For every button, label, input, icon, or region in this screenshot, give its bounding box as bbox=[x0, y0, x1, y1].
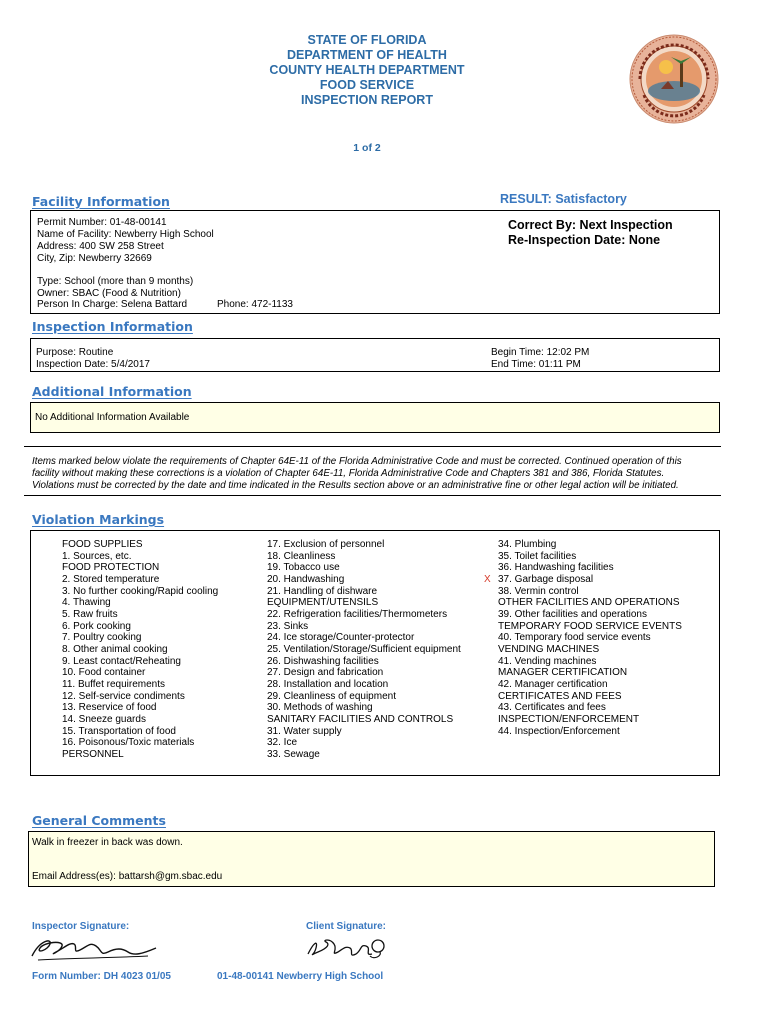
violation-item: 21. Handling of dishware bbox=[267, 585, 378, 597]
legal-line: Violations must be corrected by the date and time indicated in the Results section above or an administrative fine or other legal action will be initiated. bbox=[32, 480, 679, 491]
violation-item: FOOD PROTECTION bbox=[62, 562, 160, 574]
inspection-box bbox=[30, 338, 720, 372]
facility-phone: Phone: 472-1133 bbox=[217, 299, 293, 310]
additional-heading: Additional Information bbox=[32, 384, 192, 399]
divider bbox=[24, 495, 721, 496]
comment-email: Email Address(es): battarsh@gm.sbac.edu bbox=[32, 871, 223, 882]
violation-item: 2. Stored temperature bbox=[62, 573, 160, 585]
violation-item: 7. Poultry cooking bbox=[62, 632, 142, 644]
violation-item: 23. Sinks bbox=[267, 620, 309, 632]
facility-city: City, Zip: Newberry 32669 bbox=[37, 253, 152, 264]
reinspection-date: Re-Inspection Date: None bbox=[508, 233, 661, 247]
violation-item: CERTIFICATES AND FEES bbox=[498, 690, 622, 702]
form-number: Form Number: DH 4023 01/05 bbox=[32, 971, 171, 982]
legal-line: facility without making these corrections is a violation of Chapter 64E-11, Florida Administrative Code and Chapters 381 and 386, Florida Statutes. bbox=[32, 468, 665, 479]
violation-item: 28. Installation and location bbox=[267, 678, 389, 690]
additional-box bbox=[30, 402, 720, 433]
comment-text: Walk in freezer in back was down. bbox=[32, 837, 183, 848]
client-signature-label: Client Signature: bbox=[306, 921, 387, 932]
page-indicator: 1 of 2 bbox=[353, 142, 381, 154]
violation-item: 38. Vermin control bbox=[498, 585, 579, 597]
client-signature bbox=[304, 934, 394, 964]
legal-notice bbox=[32, 456, 718, 492]
violation-item: 11. Buffet requirements bbox=[62, 678, 166, 690]
violation-item: 44. Inspection/Enforcement bbox=[498, 725, 620, 737]
violation-item: 30. Methods of washing bbox=[267, 702, 373, 714]
violation-item: 10. Food container bbox=[62, 667, 146, 679]
violation-item: 26. Dishwashing facilities bbox=[267, 655, 379, 667]
title-line: DEPARTMENT OF HEALTH bbox=[287, 48, 447, 62]
violation-item: 19. Tobacco use bbox=[267, 562, 340, 574]
violation-item: 4. Thawing bbox=[62, 597, 111, 609]
violation-item: 31. Water supply bbox=[267, 725, 342, 737]
violation-item: 20. Handwashing bbox=[267, 573, 345, 585]
violation-item: 40. Temporary food service events bbox=[498, 632, 651, 644]
violations-column-2 bbox=[267, 539, 461, 760]
inspector-signature bbox=[30, 934, 160, 964]
violation-item: 15. Transportation of food bbox=[62, 725, 176, 737]
violation-item: 32. Ice bbox=[267, 737, 298, 749]
facility-type: Type: School (more than 9 months) bbox=[37, 276, 194, 287]
violation-item: 5. Raw fruits bbox=[62, 608, 118, 620]
end-time: End Time: 01:11 PM bbox=[491, 359, 581, 370]
violations-heading: Violation Markings bbox=[32, 512, 165, 527]
violation-item: 18. Cleanliness bbox=[267, 550, 336, 562]
footer-permit-facility: 01-48-00141 Newberry High School bbox=[217, 971, 384, 982]
violation-item: 13. Reservice of food bbox=[62, 702, 157, 714]
title-line: STATE OF FLORIDA bbox=[307, 33, 427, 47]
violation-item: 35. Toilet facilities bbox=[498, 550, 577, 562]
violation-item: 3. No further cooking/Rapid cooling bbox=[62, 585, 219, 597]
result-label: RESULT: Satisfactory bbox=[500, 192, 627, 206]
report-title bbox=[0, 33, 734, 108]
violation-item: 41. Vending machines bbox=[498, 655, 597, 667]
violation-item: VENDING MACHINES bbox=[498, 643, 600, 655]
inspection-date: Inspection Date: 5/4/2017 bbox=[36, 359, 150, 370]
violation-item: 12. Self-service condiments bbox=[62, 690, 185, 702]
comments-heading: General Comments bbox=[32, 813, 166, 828]
violation-item: 16. Poisonous/Toxic materials bbox=[62, 737, 195, 749]
violation-item: 8. Other animal cooking bbox=[62, 643, 168, 655]
violations-column-1 bbox=[62, 539, 218, 760]
violation-item: PERSONNEL bbox=[62, 748, 124, 760]
title-line: FOOD SERVICE bbox=[319, 78, 415, 92]
violation-item: TEMPORARY FOOD SERVICE EVENTS bbox=[498, 620, 682, 632]
violation-item: 25. Ventilation/Storage/Sufficient equipment bbox=[267, 643, 461, 655]
violation-item: EQUIPMENT/UTENSILS bbox=[267, 597, 379, 609]
inspection-purpose: Purpose: Routine bbox=[36, 347, 114, 358]
facility-box bbox=[30, 210, 720, 314]
facility-name: Name of Facility: Newberry High School bbox=[37, 229, 214, 240]
violation-item: INSPECTION/ENFORCEMENT bbox=[498, 713, 640, 725]
violation-item: 39. Other facilities and operations bbox=[498, 608, 647, 620]
violation-item: 1. Sources, etc. bbox=[62, 550, 132, 562]
violation-item: 27. Design and fabrication bbox=[267, 667, 384, 679]
violation-item: 17. Exclusion of personnel bbox=[267, 539, 385, 550]
permit-number: Permit Number: 01-48-00141 bbox=[37, 217, 167, 228]
inspection-heading: Inspection Information bbox=[32, 319, 193, 334]
violation-item: 29. Cleanliness of equipment bbox=[267, 690, 396, 702]
violation-item: FOOD SUPPLIES bbox=[62, 539, 143, 550]
title-line: INSPECTION REPORT bbox=[301, 93, 433, 107]
violation-item: 33. Sewage bbox=[267, 748, 320, 760]
violation-item: 37. Garbage disposal bbox=[498, 573, 594, 585]
correct-by: Correct By: Next Inspection bbox=[508, 218, 673, 232]
comments-box bbox=[28, 831, 715, 887]
violation-item: 42. Manager certification bbox=[498, 678, 608, 690]
begin-time: Begin Time: 12:02 PM bbox=[491, 347, 590, 358]
violation-item: 9. Least contact/Reheating bbox=[62, 655, 181, 667]
violation-item: 34. Plumbing bbox=[498, 539, 557, 550]
violation-item: MANAGER CERTIFICATION bbox=[498, 667, 628, 679]
violation-item: 6. Pork cooking bbox=[62, 620, 131, 632]
violation-item: OTHER FACILITIES AND OPERATIONS bbox=[498, 597, 680, 609]
inspector-signature-label: Inspector Signature: bbox=[32, 921, 130, 932]
violations-column-3 bbox=[484, 539, 682, 737]
additional-text: No Additional Information Available bbox=[35, 412, 190, 423]
violation-item: 36. Handwashing facilities bbox=[498, 562, 614, 574]
title-line: COUNTY HEALTH DEPARTMENT bbox=[269, 63, 465, 77]
violation-item: SANITARY FACILITIES AND CONTROLS bbox=[267, 713, 454, 725]
violation-item-marked bbox=[484, 573, 682, 586]
violation-mark: X bbox=[484, 573, 491, 585]
facility-heading: Facility Information bbox=[32, 194, 170, 209]
facility-address: Address: 400 SW 258 Street bbox=[37, 241, 164, 252]
divider bbox=[24, 446, 721, 447]
facility-owner: Owner: SBAC (Food & Nutrition) bbox=[37, 288, 181, 299]
person-in-charge: Person In Charge: Selena Battard bbox=[37, 299, 188, 310]
violations-box bbox=[30, 530, 720, 776]
florida-state-seal-icon bbox=[628, 33, 720, 125]
violation-item: 22. Refrigeration facilities/Thermometers bbox=[267, 608, 448, 620]
legal-line: Items marked below violate the requirements of Chapter 64E-11 of the Florida Administrative Code and must be corrected. Continued operation of this bbox=[32, 456, 682, 467]
violation-item: 24. Ice storage/Counter-protector bbox=[267, 632, 415, 644]
violation-item: 14. Sneeze guards bbox=[62, 713, 146, 725]
violation-item: 43. Certificates and fees bbox=[498, 702, 606, 714]
